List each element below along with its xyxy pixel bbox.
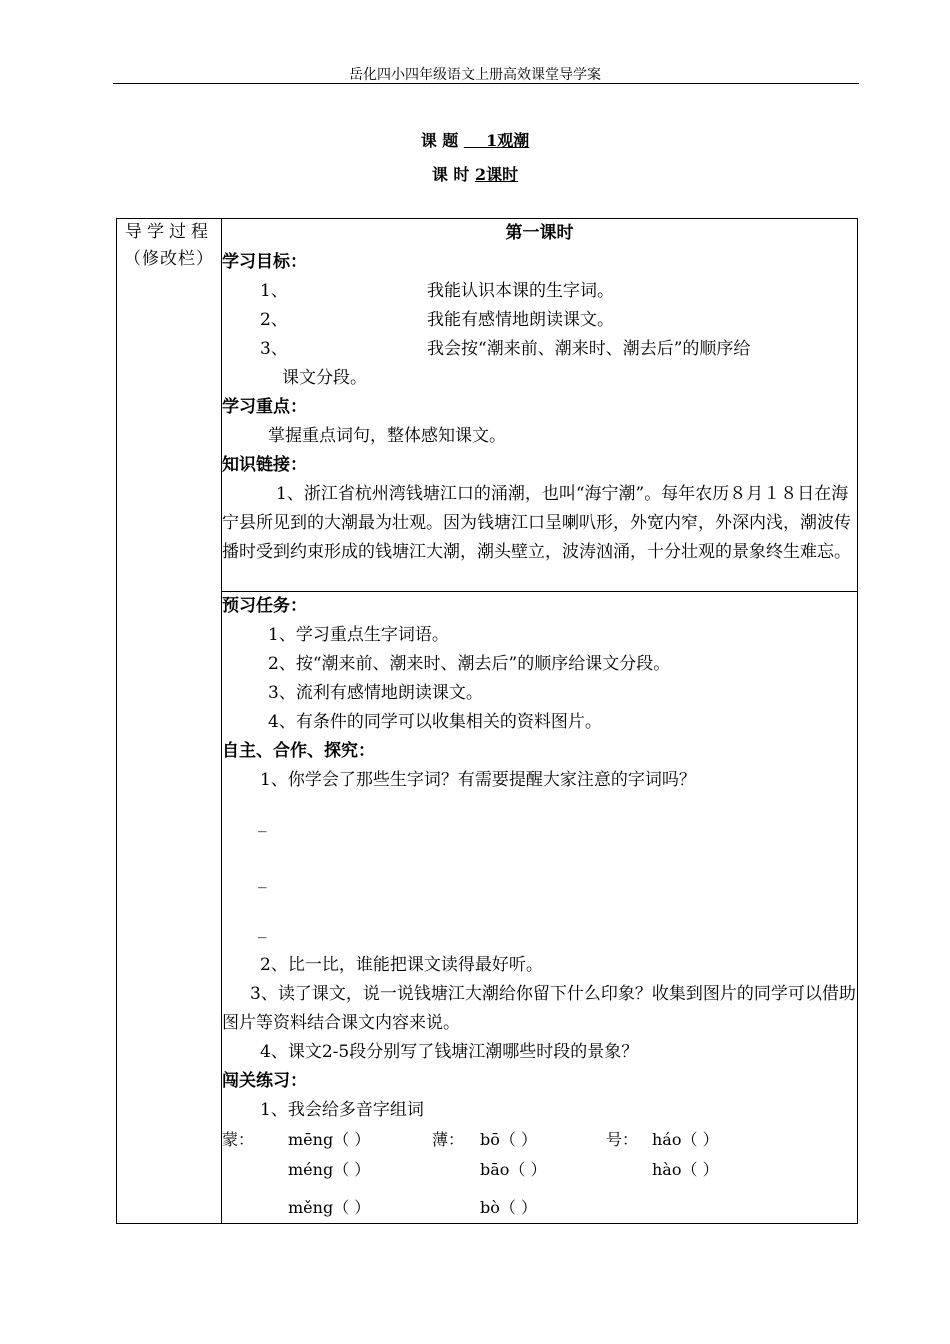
revision-label: （修改栏） [124,249,214,269]
question-1: 1、你学会了那些生字词？有需要提醒大家注意的字词吗？ [260,770,696,790]
pinyin-blank[interactable]: bò（ ） [480,1198,537,1217]
pinyin-blank[interactable]: méng（ ） [288,1160,371,1179]
pinyin-blank[interactable]: hào（ ） [652,1160,719,1179]
pinyin-blank[interactable]: bō（ ） [480,1130,537,1149]
polyphone-row [222,1193,857,1223]
goal-item: 2、 我能有感情地朗读课文。 [260,310,614,330]
guide-table [116,218,858,1224]
question-2: 2、比一比，谁能把课文读得最好听。 [260,955,543,975]
process-label: 导学过程 [125,222,213,242]
preview-item: 4、有条件的同学可以收集相关的资料图片。 [268,712,602,732]
header-divider [113,83,859,84]
goal-3-continued: 课文分段。 [282,368,367,388]
focus-text: 掌握重点词句，整体感知课文。 [268,426,506,446]
period-label: 课 时 [431,165,470,184]
char-meng: 蒙： [222,1130,255,1149]
answer-blank[interactable]: _ [258,869,267,889]
section-first-period [222,219,858,592]
page-header: 岳化四小四年级语文上册高效课堂导学案 [349,67,601,83]
goal-item: 1、 我能认识本课的生字词。 [260,281,614,301]
link-label: 知识链接： [222,455,307,475]
topic-label: 课 题 [420,131,459,150]
pinyin-blank[interactable]: mēng（ ） [288,1130,371,1149]
lesson-period [0,162,950,185]
period-value: 2课时 [475,165,519,184]
question-4: 4、课文2-5段分别写了钱塘江潮哪些时段的景象？ [260,1042,639,1062]
focus-label: 学习重点： [222,397,307,417]
practice-label: 闯关练习： [222,1071,307,1091]
process-column [117,219,222,1224]
pinyin-blank[interactable]: měng（ ） [288,1198,371,1217]
pinyin-blank[interactable]: háo（ ） [652,1130,719,1149]
polyphone-row [222,1125,857,1155]
goal-item: 3、 我会按“潮来前、潮来时、潮去后”的顺序给 [260,339,751,359]
explore-label: 自主、合作、探究： [222,741,375,761]
practice-1: 1、我会给多音字组词 [260,1100,424,1120]
answer-blank[interactable]: _ [258,919,267,939]
char-bo: 薄： [432,1130,465,1149]
topic-value: 1观潮 [463,131,530,150]
char-hao: 号： [606,1130,639,1149]
preview-item: 1、学习重点生字词语。 [268,625,449,645]
link-text: 1、浙江省杭州湾钱塘江口的涌潮，也叫“海宁潮”。每年农历８月１８日在海宁县所见到的大潮最为壮观。因为钱塘江口呈喇叭形，外宽内窄，外深内浅，潮波传播时受到约束形成的钱塘江大潮，潮头壁立，波涛汹涌，十分壮观的景象终生难忘。 [222,484,851,562]
pinyin-blank[interactable]: bāo（ ） [480,1160,547,1179]
preview-label: 预习任务： [222,596,307,616]
lesson-topic [0,128,950,151]
goals-label: 学习目标： [222,252,307,272]
answer-blank[interactable]: _ [258,813,267,833]
period-heading: 第一课时 [505,223,574,243]
section-tasks [222,592,858,1224]
question-3: 3、读了课文，说一说钱塘江大潮给你留下什么印象？收集到图片的同学可以借助图片等资料结合课文内容来说。 [222,984,856,1033]
preview-item: 3、流利有感情地朗读课文。 [268,683,483,703]
preview-item: 2、按“潮来前、潮来时、潮去后”的顺序给课文分段。 [268,654,671,674]
polyphone-row [222,1155,857,1185]
